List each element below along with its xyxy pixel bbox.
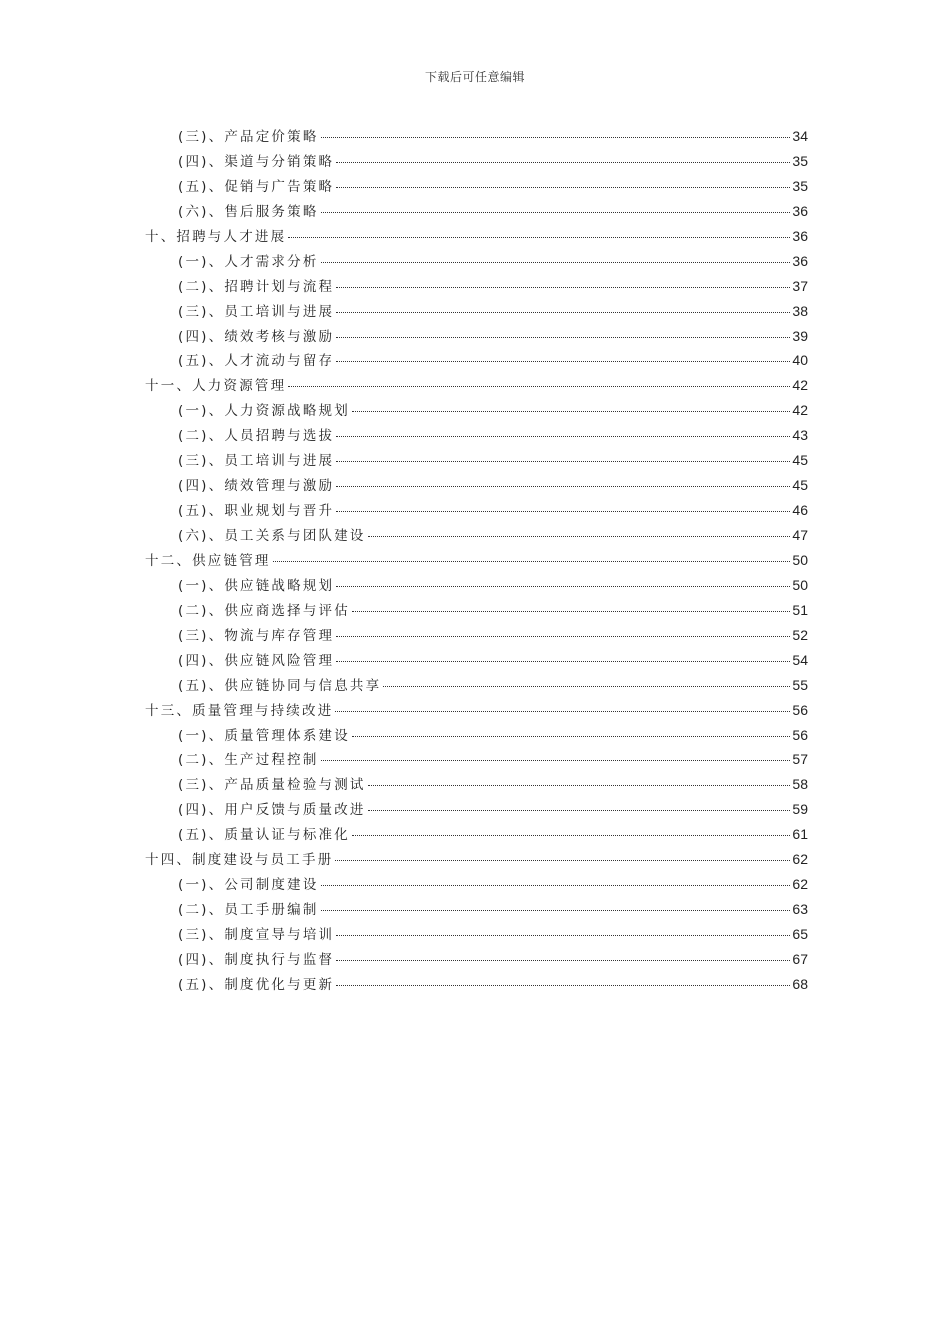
- toc-entry-title: (四)、绩效考核与激励: [178, 328, 335, 345]
- toc-page-number: 43: [792, 427, 808, 444]
- toc-section-entry[interactable]: [145, 822, 808, 847]
- toc-entry-title: (二)、生产过程控制: [178, 752, 319, 769]
- toc-entry-title: (四)、渠道与分销策略: [178, 153, 335, 170]
- toc-page-number: 57: [792, 751, 808, 768]
- toc-section-entry[interactable]: [145, 199, 808, 224]
- toc-page-number: 50: [792, 576, 808, 593]
- toc-section-entry[interactable]: [145, 423, 808, 448]
- toc-dot-leader: [383, 678, 790, 687]
- toc-page-number: 58: [792, 776, 808, 793]
- toc-dot-leader: [336, 353, 790, 362]
- toc-section-entry[interactable]: [145, 348, 808, 373]
- toc-dot-leader: [336, 927, 790, 936]
- toc-entry-title: (三)、员工培训与进展: [178, 453, 335, 470]
- toc-entry-title: (一)、公司制度建设: [178, 877, 319, 894]
- toc-dot-leader: [321, 902, 791, 911]
- toc-page-number: 47: [792, 527, 808, 543]
- toc-page-number: 62: [792, 851, 808, 868]
- toc-entry-title: (一)、人力资源战略规划: [178, 403, 350, 420]
- toc-dot-leader: [352, 403, 790, 412]
- toc-section-entry[interactable]: [145, 947, 808, 972]
- toc-entry-title: (五)、质量认证与标准化: [178, 827, 350, 844]
- table-of-contents: [145, 124, 808, 997]
- toc-page-number: 56: [792, 726, 808, 743]
- toc-section-entry[interactable]: [145, 897, 808, 922]
- toc-section-entry[interactable]: [145, 299, 808, 324]
- toc-entry-title: (二)、人员招聘与选拔: [178, 428, 335, 445]
- toc-entry-title: 十一、人力资源管理: [145, 378, 287, 395]
- toc-section-entry[interactable]: [145, 673, 808, 698]
- toc-section-entry[interactable]: [145, 598, 808, 623]
- toc-dot-leader: [336, 179, 790, 188]
- toc-section-entry[interactable]: [145, 498, 808, 523]
- toc-chapter-entry[interactable]: [145, 847, 808, 872]
- toc-section-entry[interactable]: [145, 922, 808, 947]
- toc-page-number: 65: [792, 926, 808, 942]
- toc-dot-leader: [336, 478, 790, 487]
- toc-section-entry[interactable]: [145, 174, 808, 199]
- toc-section-entry[interactable]: [145, 448, 808, 473]
- toc-section-entry[interactable]: [145, 747, 808, 772]
- toc-dot-leader: [336, 653, 790, 662]
- toc-dot-leader: [368, 777, 791, 786]
- toc-dot-leader: [352, 728, 790, 737]
- toc-page-number: 40: [792, 352, 808, 369]
- toc-dot-leader: [336, 329, 790, 338]
- toc-page-number: 52: [792, 626, 808, 643]
- toc-page-number: 51: [792, 601, 808, 618]
- toc-page-number: 46: [792, 502, 808, 519]
- toc-entry-title: (二)、员工手册编制: [178, 902, 319, 919]
- toc-chapter-entry[interactable]: [145, 224, 808, 249]
- toc-entry-title: 十四、制度建设与员工手册: [145, 852, 334, 869]
- toc-section-entry[interactable]: [145, 523, 808, 548]
- toc-chapter-entry[interactable]: [145, 548, 808, 573]
- toc-entry-title: (五)、制度优化与更新: [178, 976, 335, 993]
- toc-dot-leader: [352, 603, 790, 612]
- toc-entry-title: (四)、用户反馈与质量改进: [178, 802, 366, 819]
- toc-page-number: 45: [792, 452, 808, 469]
- toc-dot-leader: [321, 254, 791, 263]
- toc-dot-leader: [336, 453, 790, 462]
- toc-page-number: 61: [792, 826, 808, 843]
- toc-section-entry[interactable]: [145, 124, 808, 149]
- toc-entry-title: (四)、绩效管理与激励: [178, 478, 335, 495]
- toc-dot-leader: [321, 877, 791, 886]
- toc-dot-leader: [336, 952, 790, 961]
- toc-entry-title: (一)、供应链战略规划: [178, 577, 335, 594]
- toc-page-number: 37: [792, 277, 808, 294]
- toc-entry-title: (一)、质量管理体系建设: [178, 727, 350, 744]
- toc-entry-title: (三)、产品质量检验与测试: [178, 777, 366, 794]
- toc-entry-title: (三)、物流与库存管理: [178, 627, 335, 644]
- toc-dot-leader: [336, 578, 790, 587]
- toc-dot-leader: [336, 428, 790, 437]
- toc-section-entry[interactable]: [145, 648, 808, 673]
- toc-dot-leader: [335, 852, 790, 861]
- toc-section-entry[interactable]: [145, 473, 808, 498]
- toc-page-number: 67: [792, 950, 808, 967]
- toc-page-number: 59: [792, 801, 808, 818]
- toc-page-number: 35: [792, 177, 808, 194]
- toc-section-entry[interactable]: [145, 274, 808, 299]
- toc-entry-title: (六)、员工关系与团队建设: [178, 528, 366, 544]
- toc-page-number: 63: [792, 901, 808, 918]
- toc-section-entry[interactable]: [145, 573, 808, 598]
- toc-dot-leader: [352, 827, 790, 836]
- toc-entry-title: (三)、制度宣导与培训: [178, 927, 335, 943]
- toc-section-entry[interactable]: [145, 249, 808, 274]
- toc-dot-leader: [288, 378, 790, 387]
- toc-entry-title: 十、招聘与人才进展: [145, 228, 287, 245]
- toc-section-entry[interactable]: [145, 872, 808, 897]
- toc-entry-title: (二)、招聘计划与流程: [178, 278, 335, 295]
- toc-dot-leader: [336, 279, 790, 288]
- toc-entry-title: (五)、职业规划与晋升: [178, 503, 335, 520]
- toc-section-entry[interactable]: [145, 623, 808, 648]
- toc-dot-leader: [288, 229, 790, 238]
- toc-dot-leader: [273, 553, 791, 562]
- toc-entry-title: (四)、供应链风险管理: [178, 652, 335, 669]
- toc-chapter-entry[interactable]: [145, 373, 808, 398]
- toc-entry-title: (五)、人才流动与留存: [178, 353, 335, 370]
- toc-entry-title: (五)、促销与广告策略: [178, 178, 335, 195]
- toc-dot-leader: [368, 528, 791, 537]
- toc-page-number: 39: [792, 327, 808, 344]
- toc-entry-title: (一)、人才需求分析: [178, 253, 319, 270]
- toc-dot-leader: [336, 304, 790, 313]
- toc-dot-leader: [336, 628, 790, 637]
- toc-entry-title: (五)、供应链协同与信息共享: [178, 677, 382, 694]
- toc-entry-title: (六)、售后服务策略: [178, 203, 319, 220]
- toc-entry-title: 十二、供应链管理: [145, 552, 271, 569]
- toc-page-number: 36: [792, 227, 808, 244]
- toc-entry-title: (三)、员工培训与进展: [178, 303, 335, 320]
- toc-dot-leader: [321, 752, 791, 761]
- toc-entry-title: (二)、供应商选择与评估: [178, 602, 350, 619]
- toc-entry-title: 十三、质量管理与持续改进: [145, 702, 334, 719]
- toc-dot-leader: [321, 204, 791, 213]
- toc-page-number: 42: [792, 402, 808, 419]
- toc-section-entry[interactable]: [145, 324, 808, 349]
- toc-section-entry[interactable]: [145, 972, 808, 997]
- toc-section-entry[interactable]: [145, 797, 808, 822]
- toc-entry-title: (三)、产品定价策略: [178, 129, 319, 145]
- toc-page-number: 34: [792, 128, 808, 144]
- toc-page-number: 62: [792, 876, 808, 893]
- toc-page-number: 54: [792, 651, 808, 668]
- toc-section-entry[interactable]: [145, 723, 808, 748]
- toc-entry-title: (四)、制度执行与监督: [178, 951, 335, 968]
- toc-dot-leader: [335, 703, 790, 712]
- toc-dot-leader: [336, 154, 790, 163]
- toc-dot-leader: [336, 977, 790, 986]
- toc-page-number: 42: [792, 377, 808, 394]
- toc-page-number: 38: [792, 302, 808, 319]
- toc-section-entry[interactable]: [145, 149, 808, 174]
- toc-page-number: 56: [792, 701, 808, 718]
- toc-page-number: 35: [792, 152, 808, 169]
- page-header: 下载后可任意编辑: [424, 70, 525, 84]
- toc-chapter-entry[interactable]: [145, 698, 808, 723]
- toc-page-number: 45: [792, 477, 808, 494]
- toc-page-number: 55: [792, 676, 808, 693]
- toc-section-entry[interactable]: [145, 398, 808, 423]
- toc-dot-leader: [321, 129, 791, 138]
- toc-page-number: 50: [792, 551, 808, 568]
- toc-dot-leader: [368, 802, 791, 811]
- toc-section-entry[interactable]: [145, 772, 808, 797]
- toc-dot-leader: [336, 503, 790, 512]
- toc-page-number: 36: [792, 202, 808, 219]
- toc-page-number: 68: [792, 975, 808, 992]
- toc-page-number: 36: [792, 252, 808, 269]
